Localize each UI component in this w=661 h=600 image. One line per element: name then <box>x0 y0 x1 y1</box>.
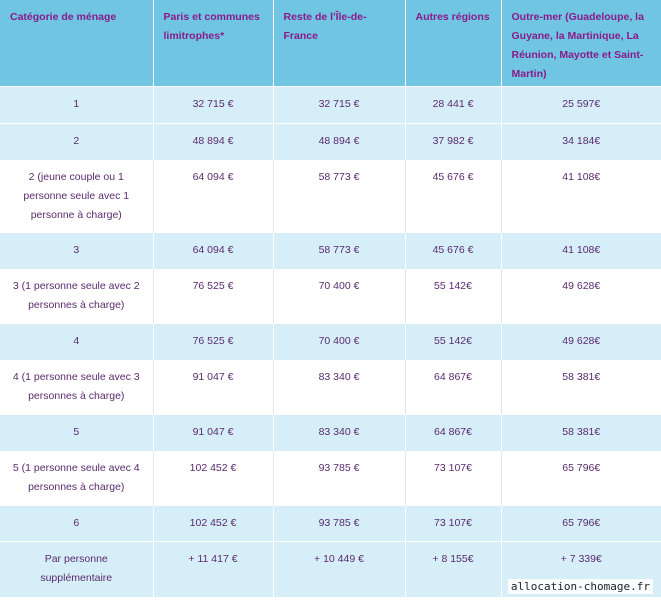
cell-rest-idf: 58 773 € <box>273 232 405 268</box>
cell-other-regions: 45 676 € <box>405 232 501 268</box>
cell-overseas: 34 184€ <box>501 123 661 159</box>
table-row <box>0 86 661 123</box>
cell-rest-idf: 48 894 € <box>273 123 405 159</box>
table-row <box>0 123 661 159</box>
cell-rest-idf: 58 773 € <box>273 159 405 232</box>
cell-other-regions: 37 982 € <box>405 123 501 159</box>
site-watermark: allocation-chomage.fr <box>508 579 653 594</box>
cell-rest-idf: 93 785 € <box>273 450 405 505</box>
cell-category: 1 <box>0 86 153 123</box>
cell-other-regions: 55 142€ <box>405 323 501 359</box>
table-row <box>0 268 661 323</box>
cell-other-regions: 28 441 € <box>405 86 501 123</box>
cell-paris: 91 047 € <box>153 414 273 450</box>
cell-other-regions: 55 142€ <box>405 268 501 323</box>
cell-paris: 32 715 € <box>153 86 273 123</box>
header-rest-ile-de-france: Reste de l'Île-de-France <box>273 0 405 86</box>
table-row <box>0 505 661 541</box>
cell-category: 6 <box>0 505 153 541</box>
table-row <box>0 323 661 359</box>
cell-paris: + 11 417 € <box>153 541 273 597</box>
cell-rest-idf: 32 715 € <box>273 86 405 123</box>
cell-other-regions: 45 676 € <box>405 159 501 232</box>
cell-paris: 91 047 € <box>153 359 273 414</box>
cell-overseas: 25 597€ <box>501 86 661 123</box>
cell-rest-idf: 83 340 € <box>273 414 405 450</box>
table-row <box>0 159 661 232</box>
cell-other-regions: 64 867€ <box>405 359 501 414</box>
cell-paris: 76 525 € <box>153 268 273 323</box>
table-row <box>0 414 661 450</box>
header-household-category: Catégorie de ménage <box>0 0 153 86</box>
cell-overseas: 65 796€ <box>501 450 661 505</box>
cell-paris: 48 894 € <box>153 123 273 159</box>
cell-category: 5 <box>0 414 153 450</box>
cell-overseas: + 7 339€ <box>501 541 661 597</box>
cell-paris: 64 094 € <box>153 232 273 268</box>
cell-paris: 102 452 € <box>153 505 273 541</box>
cell-rest-idf: 93 785 € <box>273 505 405 541</box>
header-other-regions: Autres régions <box>405 0 501 86</box>
cell-category: 3 <box>0 232 153 268</box>
cell-paris: 102 452 € <box>153 450 273 505</box>
cell-rest-idf: 83 340 € <box>273 359 405 414</box>
cell-overseas: 65 796€ <box>501 505 661 541</box>
cell-category: 2 (jeune couple ou 1 personne seule avec 1 personne à charge) <box>0 159 153 232</box>
cell-category: 3 (1 personne seule avec 2 personnes à charge) <box>0 268 153 323</box>
table-row <box>0 450 661 505</box>
cell-overseas: 41 108€ <box>501 159 661 232</box>
cell-other-regions: 64 867€ <box>405 414 501 450</box>
cell-category: Par personne supplémentaire <box>0 541 153 597</box>
table-header-row <box>0 0 661 86</box>
cell-category: 4 (1 personne seule avec 3 personnes à charge) <box>0 359 153 414</box>
header-overseas: Outre-mer (Guadeloupe, la Guyane, la Martinique, La Réunion, Mayotte et Saint-Martin) <box>501 0 661 86</box>
cell-category: 5 (1 personne seule avec 4 personnes à charge) <box>0 450 153 505</box>
cell-rest-idf: 70 400 € <box>273 323 405 359</box>
header-paris: Paris et communes limitrophes* <box>153 0 273 86</box>
cell-category: 4 <box>0 323 153 359</box>
table-row <box>0 232 661 268</box>
cell-other-regions: 73 107€ <box>405 505 501 541</box>
cell-overseas: 41 108€ <box>501 232 661 268</box>
cell-overseas: 49 628€ <box>501 323 661 359</box>
cell-other-regions: + 8 155€ <box>405 541 501 597</box>
cell-overseas: 49 628€ <box>501 268 661 323</box>
cell-paris: 64 094 € <box>153 159 273 232</box>
cell-paris: 76 525 € <box>153 323 273 359</box>
cell-rest-idf: + 10 449 € <box>273 541 405 597</box>
table-row <box>0 359 661 414</box>
cell-other-regions: 73 107€ <box>405 450 501 505</box>
cell-rest-idf: 70 400 € <box>273 268 405 323</box>
cell-overseas: 58 381€ <box>501 359 661 414</box>
cell-overseas: 58 381€ <box>501 414 661 450</box>
cell-category: 2 <box>0 123 153 159</box>
